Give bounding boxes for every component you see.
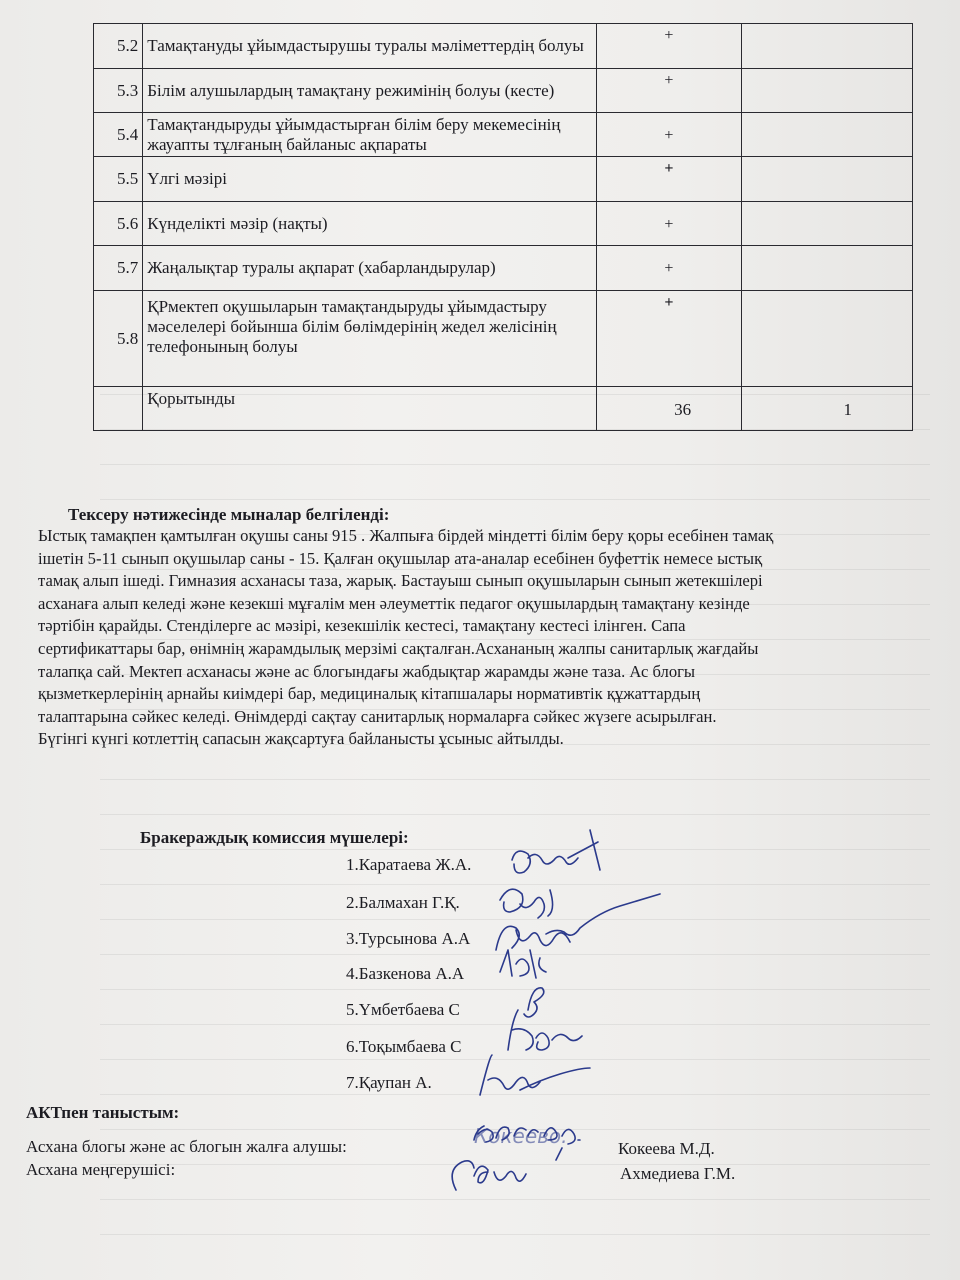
row-number: 5.4 xyxy=(94,113,143,157)
row-text-content: Білім алушылардың тамақтану режимінің болуы (кесте) xyxy=(147,80,555,100)
commission-member: 6.Тоқымбаева С xyxy=(346,1037,462,1056)
findings-line: Ыстық тамақпен қамтылған оқушы саны 915 . Жалпыға бірдей міндетті білім беру қоры есебінен тамақ xyxy=(38,526,774,545)
findings-line: ішетін 5-11 сынып оқушылар саны - 15. Қалған оқушылар ата-аналар есебінен буфеттік немесе ыстық xyxy=(38,548,763,568)
row-text-content: ҚРмектеп оқушыларын тамақтандыруды ұйымдастыру мәселелері бойынша білім бөлімдерінің жедел желісінің телефонының болуы xyxy=(147,297,557,356)
plus-mark: + xyxy=(664,215,674,233)
total-yes: 36 xyxy=(596,387,742,431)
signature-1 xyxy=(512,830,600,873)
signature-akhmedieva xyxy=(452,1148,562,1190)
findings-line: тәртібін қарайды. Стенділерге ас мәзірі, кезекшілік кестесі, тамақтану кестесі ілінген. Сапа xyxy=(38,616,686,636)
signature-5 xyxy=(524,988,544,1017)
commission-member: 7.Қаупан А. xyxy=(346,1073,432,1092)
findings-title: Тексеру нәтижесінде мыналар белгіленді: xyxy=(68,505,390,524)
row-number: 5.2 xyxy=(94,24,143,69)
findings-line: талапқа сай. Мектеп асханасы және ас блогындағы жабдықтар жарамды және таза. Ас блогы xyxy=(38,661,696,681)
row-number: 5.6 xyxy=(94,202,143,246)
row-text-content: Тамақтандыруды ұйымдастырған білім беру мекемесінің жауапты тұлғаның байланыс ақпараты xyxy=(147,114,561,154)
findings-line: қызметкерлерінің арнайы киімдері бар, медициналық кітапшалары нормативтік құжаттардың xyxy=(38,684,701,704)
plus-mark: + xyxy=(664,294,674,311)
row-text-content: Күнделікті мәзір (нақты) xyxy=(147,213,328,233)
row-text-content: Тамақтануды ұйымдастырушы туралы мәліметтердің болуы xyxy=(147,36,584,55)
row-number: 5.7 xyxy=(94,246,143,291)
commission-member: 2.Балмахан Г.Қ. xyxy=(346,893,460,912)
plus-mark: + xyxy=(664,72,674,89)
act-line-name: Ахмедиева Г.М. xyxy=(620,1164,736,1183)
act-title: АКТпен таныстым: xyxy=(26,1103,180,1122)
findings-line: асханаға алып келеді және кезекші мұғалім мен әлеуметтік педагог оқушылардың тамақтану кезінде xyxy=(38,593,750,613)
plus-mark: + xyxy=(664,160,674,177)
plus-mark: + xyxy=(664,27,674,44)
act-line-label: Асхана меңгерушісі: xyxy=(26,1160,176,1179)
act-line-label: Асхана блогы және ас блогын жалға алушы: xyxy=(26,1137,347,1156)
commission-member: 3.Турсынова А.А xyxy=(346,929,471,948)
commission-title: Бракераждық комиссия мүшелері: xyxy=(140,828,409,847)
findings-line: сертификаттары бар, өнімнің жарамдылық мерзімі сақталған.Асхананың жалпы санитарлық жағдайы xyxy=(38,638,759,658)
commission-member: 5.Үмбетбаева С xyxy=(346,1000,460,1019)
signature-2 xyxy=(500,889,553,918)
row-number: 5.5 xyxy=(94,157,143,202)
signature-4 xyxy=(500,950,546,978)
commission-member: 1.Каратаева Ж.А. xyxy=(346,855,472,874)
act-line-name: Кокеева М.Д. xyxy=(618,1139,715,1158)
plus-mark: + xyxy=(664,260,674,277)
row-number: 5.8 xyxy=(94,291,143,387)
row-number: 5.3 xyxy=(94,69,143,113)
findings-line: талаптарына сәйкес келеді. Өнімдерді сақтау санитарлық нормаларға сәйкес жүзеге асырылған. xyxy=(38,706,717,726)
total-label: Қорытынды xyxy=(143,387,596,431)
findings-line: Бүгінгі күнгі котлеттің сапасын жақсартуға байланысты ұсыныс айтылды. xyxy=(38,729,564,749)
signature-3 xyxy=(496,894,660,950)
signature-6 xyxy=(508,1010,582,1050)
row-text-content: Жаңалықтар туралы ақпарат (хабарландырулар) xyxy=(147,258,496,277)
row-text-content: Үлгі мәзірі xyxy=(147,169,227,188)
signature-kokeeva-text: Кокеево. xyxy=(474,1124,568,1148)
signature-7 xyxy=(480,1055,590,1095)
commission-member: 4.Базкенова А.А xyxy=(346,964,465,983)
total-no: 1 xyxy=(742,387,913,431)
plus-mark: + xyxy=(664,126,674,144)
findings-line: тамақ алып ішеді. Гимназия асханасы таза, жарық. Бастауыш сынып оқушыларын сынып жетекшілері xyxy=(38,571,763,591)
